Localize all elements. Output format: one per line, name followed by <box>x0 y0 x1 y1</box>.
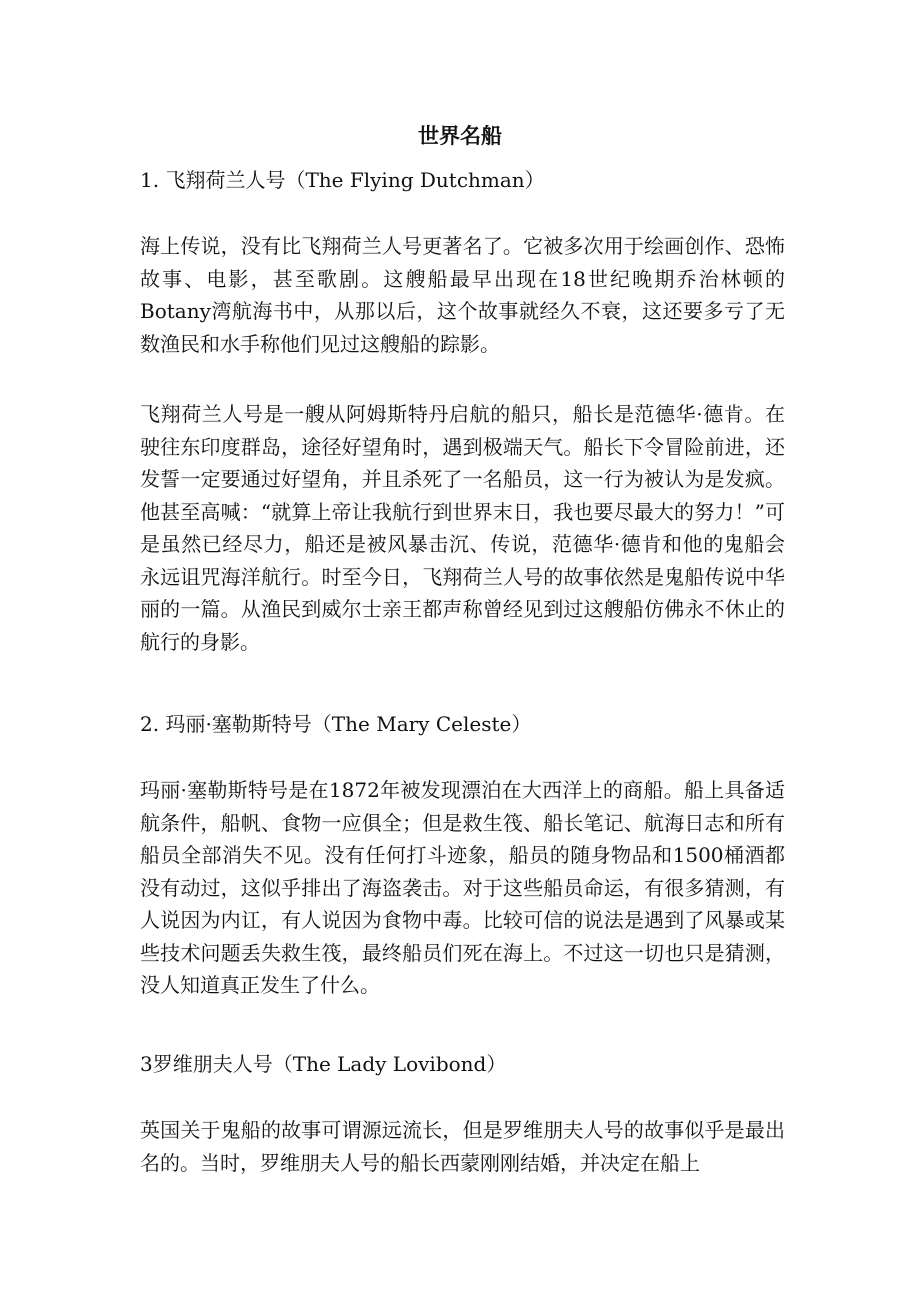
section-heading-flying-dutchman: 1. 飞翔荷兰人号（The Flying Dutchman） <box>140 168 545 192</box>
section-heading-lady-lovibond: 3罗维朋夫人号（The Lady Lovibond） <box>140 1052 507 1076</box>
paragraph-mary-celeste: 玛丽·塞勒斯特号是在1872年被发现漂泊在大西洋上的商船。船上具备适航条件，船帆、食物一应俱全；但是救生筏、船长笔记、航海日志和所有船员全部消失不见。没有任何打斗迹象，船员的随身物品和1500桶酒都没有动过，这似乎排出了海盗袭击。对于这些船员命运，有很多猜测，有人说因为内讧，有人说因为食物中毒。比较可信的说法是遇到了风暴或某些技术问题丢失救生筏，最终船员们死在海上。不过这一切也只是猜测，没人知道真正发生了什么。 <box>140 778 785 997</box>
section-heading-mary-celeste: 2. 玛丽·塞勒斯特号（The Mary Celeste） <box>140 712 532 736</box>
paragraph-flying-dutchman-intro: 海上传说，没有比飞翔荷兰人号更著名了。它被多次用于绘画创作、恐怖故事、电影，甚至歌剧。这艘船最早出现在18世纪晚期乔治林顿的Botany湾航海书中，从那以后，这个故事就经久不衰，这还要多亏了无数渔民和水手称他们见过这艘船的踪影。 <box>140 234 785 356</box>
paragraph-lady-lovibond: 英国关于鬼船的故事可谓源远流长，但是罗维朋夫人号的故事似乎是最出名的。当时，罗维朋夫人号的船长西蒙刚刚结婚，并决定在船上 <box>140 1118 785 1175</box>
paragraph-flying-dutchman-story: 飞翔荷兰人号是一艘从阿姆斯特丹启航的船只，船长是范德华·德肯。在驶往东印度群岛，途径好望角时，遇到极端天气。船长下令冒险前进，还发誓一定要通过好望角，并且杀死了一名船员，这一行为被认为是发疯。他甚至高喊：“就算上帝让我航行到世界末日，我也要尽最大的努力！”可是虽然已经尽力，船还是被风暴击沉、传说，范德华·德肯和他的鬼船会永远诅咒海洋航行。时至今日，飞翔荷兰人号的故事依然是鬼船传说中华丽的一篇。从渔民到威尔士亲王都声称曾经见到过这艘船仿佛永不休止的航行的身影。 <box>140 402 785 654</box>
document-title: 世界名船 <box>418 123 502 148</box>
